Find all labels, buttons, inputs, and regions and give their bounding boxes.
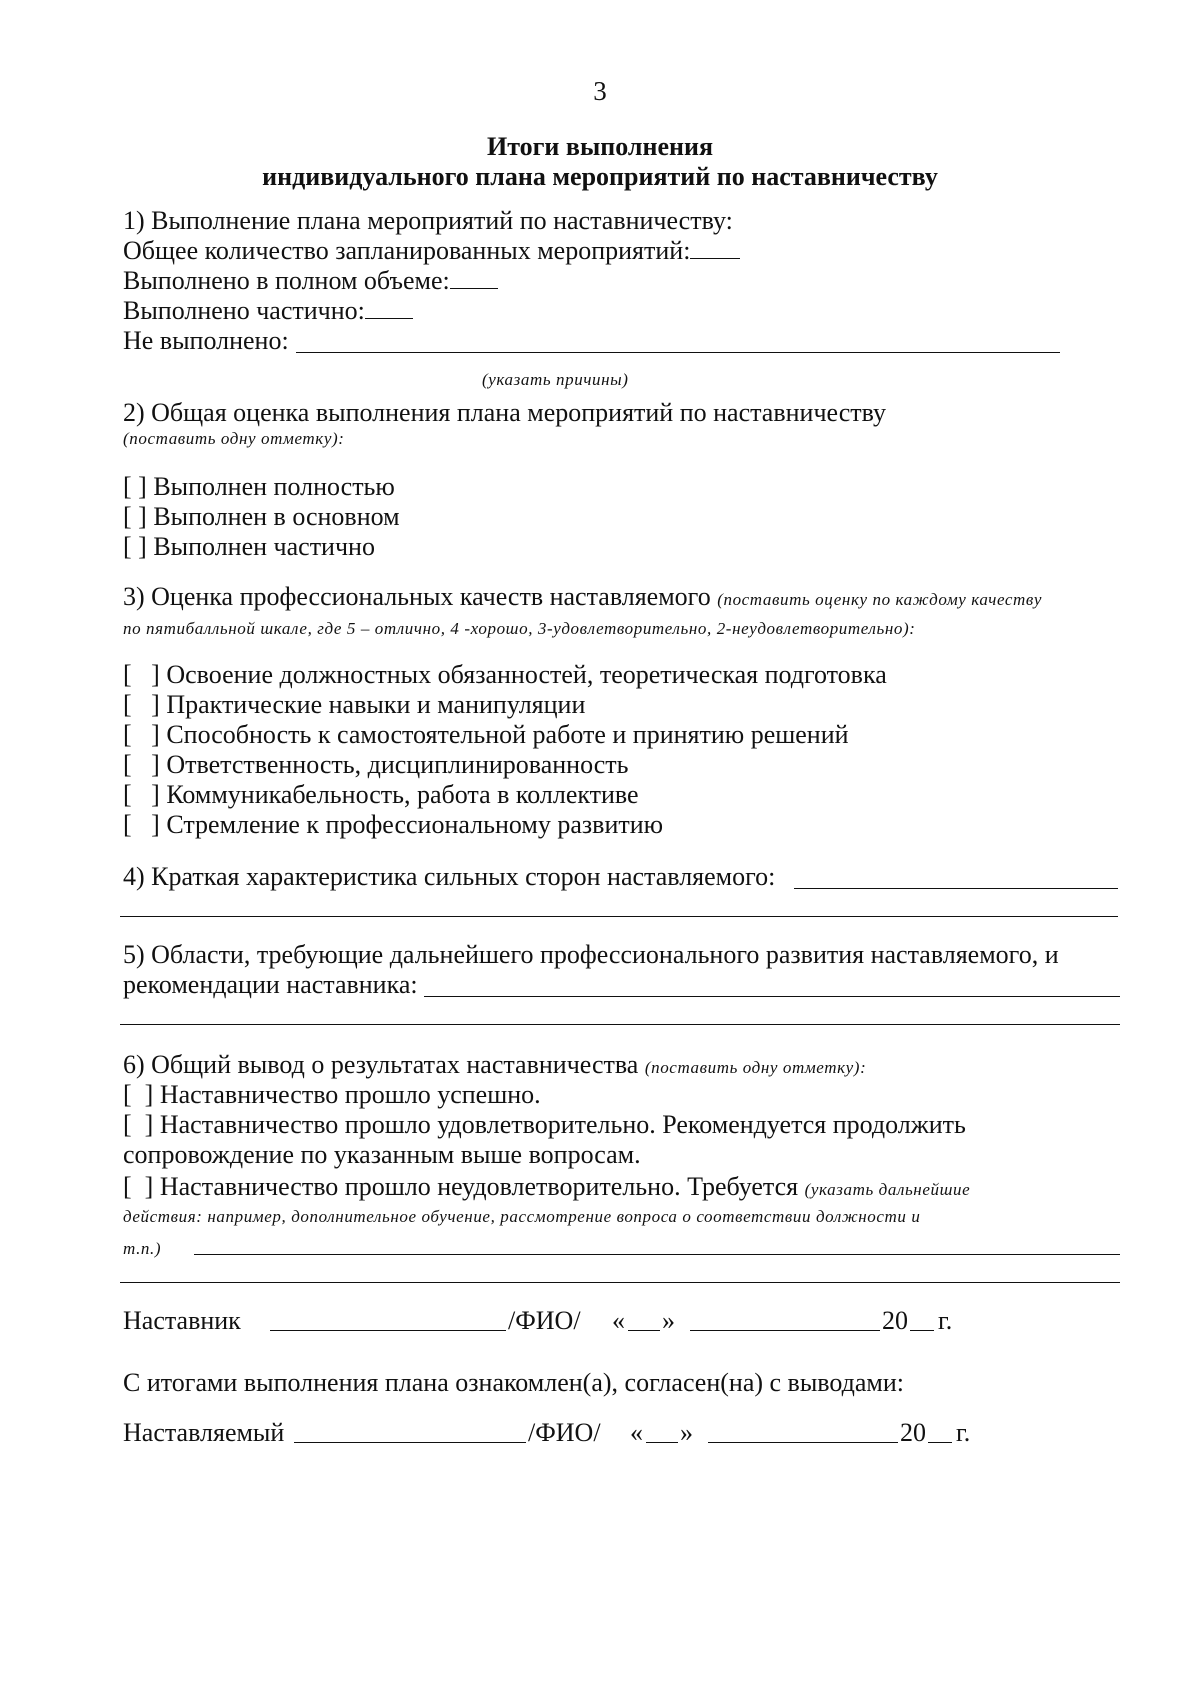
s3-heading-row	[123, 582, 1042, 615]
s4-field-1[interactable]	[794, 888, 1118, 889]
bracket-close: ]	[151, 690, 160, 719]
s3-item-4[interactable]	[123, 750, 628, 780]
s4-heading: 4) Краткая характеристика сильных сторон наставляемого:	[123, 862, 776, 891]
sig1-year: 20	[882, 1306, 908, 1335]
s3-item-3[interactable]	[123, 720, 849, 750]
sig2-day-field[interactable]	[646, 1442, 678, 1443]
bracket-open: [	[123, 720, 132, 749]
sig2-month-field[interactable]	[708, 1442, 898, 1443]
s6-option-2-cont: сопровождение по указанным выше вопросам.	[123, 1140, 641, 1169]
s6-option-3-hint-1: (указать дальнейшие	[804, 1180, 971, 1199]
s6-hint: (поставить одну отметку):	[644, 1058, 867, 1077]
s6-field-2[interactable]	[120, 1282, 1120, 1283]
sig1-signature-field[interactable]	[270, 1330, 506, 1331]
sig2-signature-field[interactable]	[294, 1442, 526, 1443]
s3-item-label: Способность к самостоятельной работе и принятию решений	[166, 720, 849, 749]
s5-line-2: рекомендации наставника:	[123, 970, 418, 999]
s3-item-5[interactable]	[123, 780, 639, 810]
s4-field-2[interactable]	[120, 916, 1118, 917]
sig2-g: г.	[956, 1418, 971, 1447]
s2-option-3[interactable]: [ ] Выполнен частично	[123, 532, 375, 561]
s6-option-3[interactable]	[123, 1172, 970, 1205]
bracket-close: ]	[144, 1110, 154, 1139]
sig1-month-field[interactable]	[690, 1330, 880, 1331]
sig2-year-field[interactable]	[928, 1442, 952, 1443]
s3-item-label: Ответственность, дисциплинированность	[166, 750, 629, 779]
s1-reason-hint: (указать причины)	[482, 370, 629, 389]
s1-heading: 1) Выполнение плана мероприятий по наставничеству:	[123, 206, 733, 235]
bracket-close: ]	[151, 750, 160, 779]
bracket-open: [	[123, 780, 132, 809]
s2-option-2[interactable]: [ ] Выполнен в основном	[123, 502, 400, 531]
s2-hint: (поставить одну отметку):	[123, 429, 345, 448]
s3-item-label: Практические навыки и манипуляции	[166, 690, 586, 719]
s3-item-label: Стремление к профессиональному развитию	[166, 810, 664, 839]
sig1-fio: /ФИО/	[508, 1306, 581, 1335]
bracket-open: [	[123, 750, 132, 779]
s6-option-1-label: Наставничество прошло успешно.	[159, 1080, 541, 1109]
sig1-quote-close: »	[662, 1306, 675, 1335]
bracket-open: [	[123, 690, 132, 719]
s3-item-2[interactable]	[123, 690, 585, 720]
s1-partial-row	[123, 296, 413, 326]
s5-field-1[interactable]	[424, 996, 1120, 997]
bracket-close: ]	[144, 1080, 154, 1109]
s3-item-6[interactable]	[123, 810, 663, 840]
s6-field-1[interactable]	[194, 1254, 1120, 1255]
s6-heading-row	[123, 1050, 866, 1083]
s1-total-label: Общее количество запланированных мероприятий:	[123, 236, 691, 265]
sig1-day-field[interactable]	[628, 1330, 660, 1331]
bracket-open: [	[123, 1080, 132, 1109]
s1-full-field[interactable]	[450, 266, 498, 289]
bracket-open: [	[123, 1172, 132, 1201]
s3-hint-1: (поставить оценку по каждому качеству	[717, 590, 1043, 609]
s1-total-field[interactable]	[690, 236, 740, 259]
s1-not-done-label: Не выполнено:	[123, 326, 289, 355]
s1-full-row	[123, 266, 498, 296]
s5-field-2[interactable]	[120, 1024, 1120, 1025]
s5-line-1: 5) Области, требующие дальнейшего профессионального развития наставляемого, и	[123, 940, 1059, 969]
sig2-quote-open: «	[630, 1418, 643, 1447]
bracket-close: ]	[144, 1172, 154, 1201]
sig1-g: г.	[938, 1306, 953, 1335]
bracket-close: ]	[151, 720, 160, 749]
bracket-close: ]	[151, 810, 160, 839]
sig1-year-field[interactable]	[910, 1330, 934, 1331]
sig2-year: 20	[900, 1418, 926, 1447]
bracket-open: [	[123, 660, 132, 689]
s6-option-3-label: Наставничество прошло неудовлетворительно. Требуется	[159, 1172, 799, 1201]
s3-item-label: Коммуникабельность, работа в коллективе	[166, 780, 639, 809]
title-line-1: Итоги выполнения	[486, 132, 714, 161]
s1-partial-field[interactable]	[365, 296, 413, 319]
bracket-open: [	[123, 810, 132, 839]
s3-hint-2: по пятибалльной шкале, где 5 – отлично, 4 -хорошо, 3-удовлетворительно, 2-неудовлетворительно):	[123, 619, 916, 638]
s6-option-2[interactable]	[123, 1110, 966, 1140]
bracket-close: ]	[151, 780, 160, 809]
sig1-quote-open: «	[612, 1306, 625, 1335]
s2-heading: 2) Общая оценка выполнения плана мероприятий по наставничеству	[123, 398, 887, 427]
s6-option-1[interactable]	[123, 1080, 541, 1110]
sig1-role: Наставник	[123, 1306, 241, 1335]
s1-full-label: Выполнено в полном объеме:	[123, 266, 450, 295]
s3-item-label: Освоение должностных обязанностей, теоретическая подготовка	[166, 660, 887, 689]
bracket-open: [	[123, 1110, 132, 1139]
s2-option-1[interactable]: [ ] Выполнен полностью	[123, 472, 395, 501]
s1-partial-label: Выполнено частично:	[123, 296, 365, 325]
acknowledgement: С итогами выполнения плана ознакомлен(а), согласен(на) с выводами:	[123, 1368, 905, 1397]
s6-option-3-hint-3: т.п.)	[123, 1239, 162, 1258]
title-line-2: индивидуального плана мероприятий по наставничеству	[262, 162, 938, 191]
s3-heading: 3) Оценка профессиональных качеств наставляемого	[123, 582, 711, 611]
s1-total-row	[123, 236, 740, 266]
sig2-role: Наставляемый	[123, 1418, 285, 1447]
bracket-close: ]	[151, 660, 160, 689]
sig2-quote-close: »	[680, 1418, 693, 1447]
s1-not-done-field[interactable]	[296, 352, 1060, 353]
sig2-fio: /ФИО/	[528, 1418, 601, 1447]
s6-heading: 6) Общий вывод о результатах наставничества	[123, 1050, 639, 1079]
s3-item-1[interactable]	[123, 660, 887, 690]
s6-option-3-hint-2: действия: например, дополнительное обучение, рассмотрение вопроса о соответствии должности и	[123, 1207, 921, 1226]
s6-option-2-label: Наставничество прошло удовлетворительно. Рекомендуется продолжить	[159, 1110, 966, 1139]
page-number: 3	[593, 76, 607, 106]
